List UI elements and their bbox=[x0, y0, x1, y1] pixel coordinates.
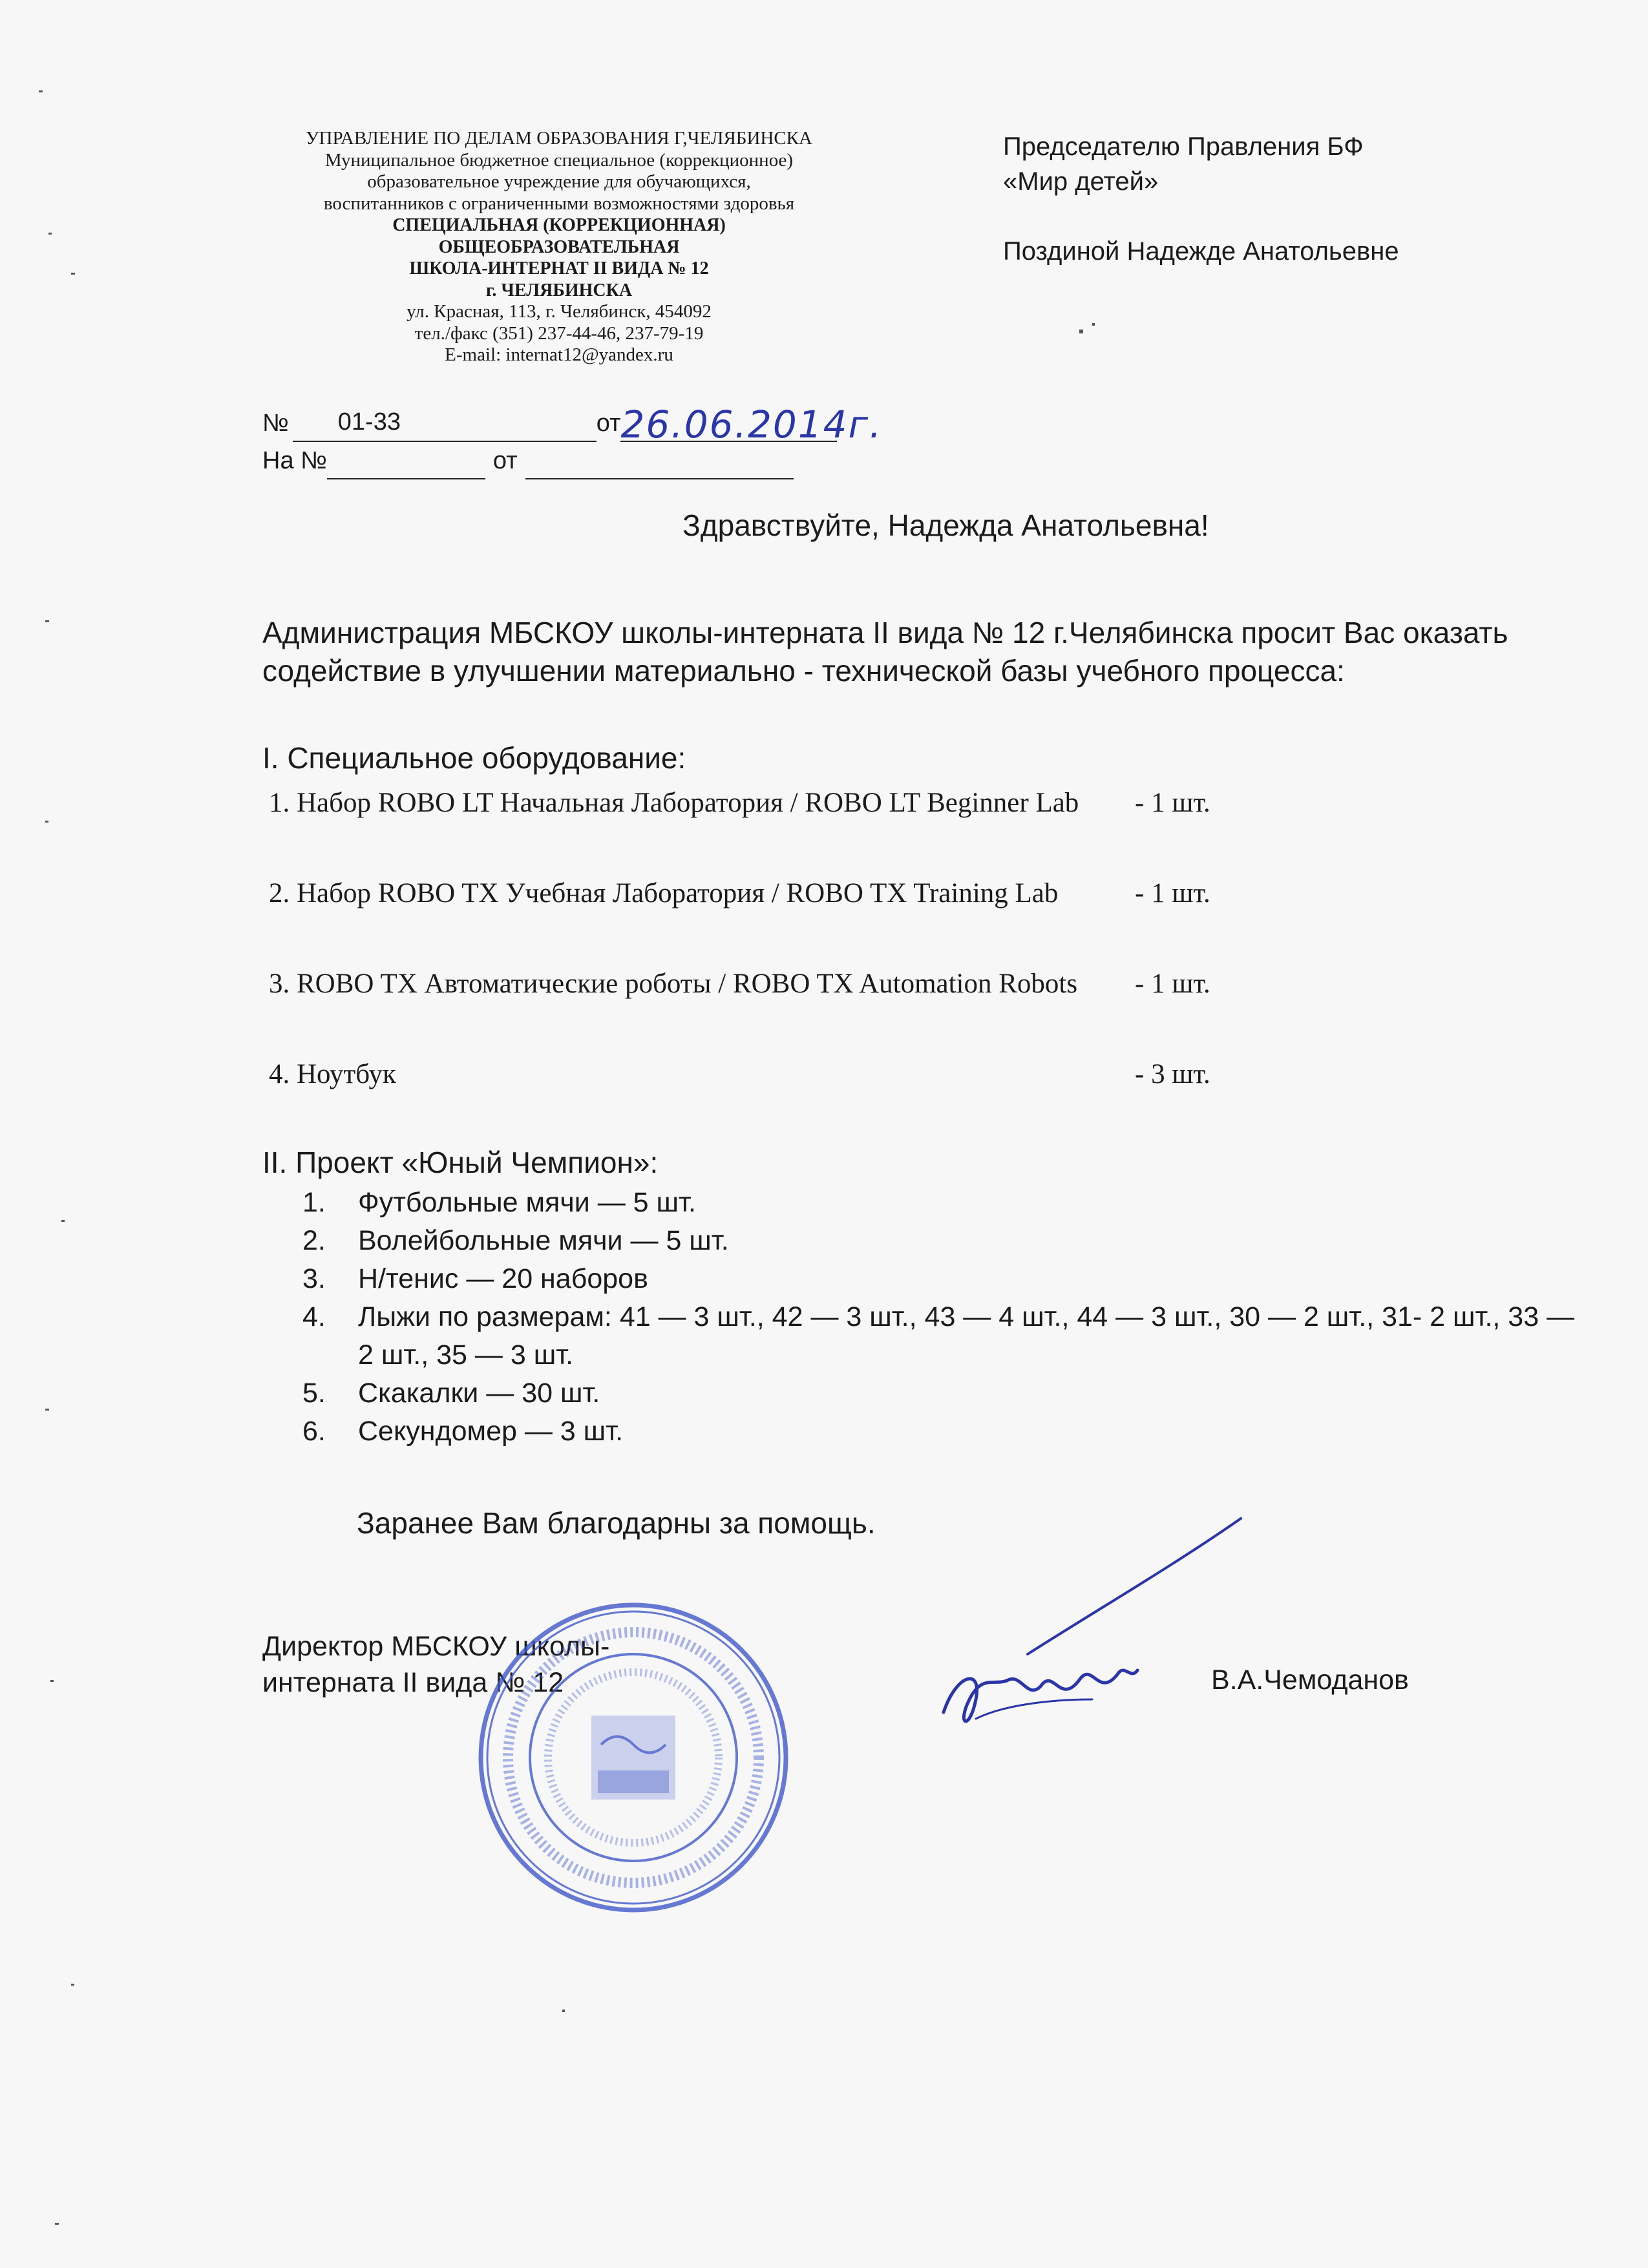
letterhead-school-name: ШКОЛА-ИНТЕРНАТ II ВИДА № 12 bbox=[409, 258, 709, 278]
list-number: 1. bbox=[302, 1187, 326, 1218]
table-row bbox=[269, 967, 1303, 1057]
greeting: Здравствуйте, Надежда Анатольевна! bbox=[682, 509, 1209, 542]
letterhead-line: УПРАВЛЕНИЕ ПО ДЕЛАМ ОБРАЗОВАНИЯ Г,ЧЕЛЯБИНСКА bbox=[306, 128, 812, 149]
list-number: 6. bbox=[302, 1416, 326, 1447]
equipment-qty: - 1 шт. bbox=[1135, 878, 1210, 908]
letterhead-email: E-mail: internat12@yandex.ru bbox=[445, 344, 673, 365]
incoming-label: На № bbox=[262, 447, 327, 474]
list-item bbox=[302, 1374, 1595, 1412]
list-text: Волейбольные мячи — 5 шт. bbox=[358, 1225, 729, 1256]
list-text: Скакалки — 30 шт. bbox=[358, 1378, 600, 1409]
equipment-qty: - 1 шт. bbox=[1135, 969, 1210, 999]
number-field bbox=[293, 408, 597, 442]
list-number: 2. bbox=[302, 1225, 326, 1256]
letterhead-school-name: СПЕЦИАЛЬНАЯ (КОРРЕКЦИОННАЯ) bbox=[392, 215, 726, 235]
outgoing-number-line bbox=[262, 403, 883, 446]
letterhead-phone: тел./факс (351) 237-44-46, 237-79-19 bbox=[414, 322, 704, 344]
equipment-qty: - 1 шт. bbox=[1135, 788, 1210, 818]
spacer bbox=[1003, 199, 1585, 234]
list-item bbox=[302, 1222, 1595, 1260]
letterhead bbox=[252, 128, 866, 366]
director-line: интерната II вида № 12 bbox=[262, 1667, 564, 1698]
list-text: Лыжи по размерам: 41 — 3 шт., 42 — 3 шт., 43 — 4 шт., 44 — 3 шт., 30 — 2 шт., 31- 2 шт., 33 — 2 шт., 35 — 3 шт. bbox=[358, 1301, 1575, 1370]
equipment-qty: - 3 шт. bbox=[1135, 1059, 1210, 1089]
letterhead-school-name: ОБЩЕОБРАЗОВАТЕЛЬНАЯ bbox=[438, 236, 680, 257]
director-line: Директор МБСКОУ школы- bbox=[262, 1631, 610, 1662]
addressee-name: Поздиной Надежде Анатольевне bbox=[1003, 237, 1399, 266]
signature-icon bbox=[931, 1506, 1267, 1738]
number-value: 01-33 bbox=[337, 408, 401, 436]
equipment-name: 3. ROBO TX Автоматические роботы / ROBO TX Automation Robots bbox=[269, 969, 1078, 999]
thanks-line: Заранее Вам благодарны за помощь. bbox=[357, 1506, 876, 1540]
letterhead-line: образовательное учреждение для обучающихся, bbox=[367, 171, 751, 192]
list-item bbox=[302, 1184, 1595, 1222]
section1-title: I. Специальное оборудование: bbox=[262, 741, 686, 775]
number-label: № bbox=[262, 410, 289, 437]
from-label: от bbox=[596, 410, 621, 437]
addressee-block bbox=[1003, 129, 1585, 269]
list-number: 4. bbox=[302, 1301, 326, 1332]
official-stamp-icon bbox=[452, 1577, 814, 1938]
section2-title: II. Проект «Юный Чемпион»: bbox=[262, 1146, 659, 1179]
table-row bbox=[269, 876, 1303, 967]
addressee-line: «Мир детей» bbox=[1003, 167, 1159, 196]
list-item bbox=[302, 1298, 1595, 1374]
equipment-name: 1. Набор ROBO LT Начальная Лаборатория / ROBO LT Beginner Lab bbox=[269, 788, 1079, 818]
list-text: Секундомер — 3 шт. bbox=[358, 1416, 624, 1447]
incoming-from-label: от bbox=[492, 447, 518, 474]
signer-name: В.А.Чемоданов bbox=[1211, 1664, 1409, 1696]
equipment-name: 4. Ноутбук bbox=[269, 1059, 396, 1089]
list-item bbox=[302, 1412, 1595, 1451]
equipment-name: 2. Набор ROBO TX Учебная Лаборатория / ROBO TX Training Lab bbox=[269, 878, 1059, 908]
list-item bbox=[302, 1260, 1595, 1298]
intro-paragraph: Администрация МБСКОУ школы-интерната II вида № 12 г.Челябинска просит Вас оказать содействие в улучшении материально - технической базы учебного процесса: bbox=[262, 616, 1508, 688]
incoming-number-line bbox=[262, 442, 837, 479]
letterhead-address: ул. Красная, 113, г. Челябинск, 454092 bbox=[407, 301, 712, 322]
table-row bbox=[269, 1057, 1303, 1109]
equipment-table bbox=[269, 786, 1303, 1109]
list-number: 5. bbox=[302, 1378, 326, 1409]
addressee-line: Председателю Правления БФ bbox=[1003, 132, 1364, 161]
list-text: Н/тенис — 20 наборов bbox=[358, 1263, 648, 1294]
table-row bbox=[269, 786, 1303, 876]
handwritten-date: 26.06.2014г. bbox=[620, 403, 883, 446]
list-text: Футбольные мячи — 5 шт. bbox=[358, 1187, 696, 1218]
date-field bbox=[620, 403, 883, 446]
incoming-number-field bbox=[327, 450, 485, 479]
letterhead-line: Муниципальное бюджетное специальное (коррекционное) bbox=[324, 149, 794, 171]
reference-numbers bbox=[262, 403, 883, 479]
project-list bbox=[302, 1184, 1595, 1451]
letterhead-line: воспитанников с ограниченными возможностями здоровья bbox=[323, 193, 795, 214]
incoming-date-field bbox=[525, 450, 794, 479]
letterhead-school-name: г. ЧЕЛЯБИНСКА bbox=[485, 280, 633, 300]
list-number: 3. bbox=[302, 1263, 326, 1294]
